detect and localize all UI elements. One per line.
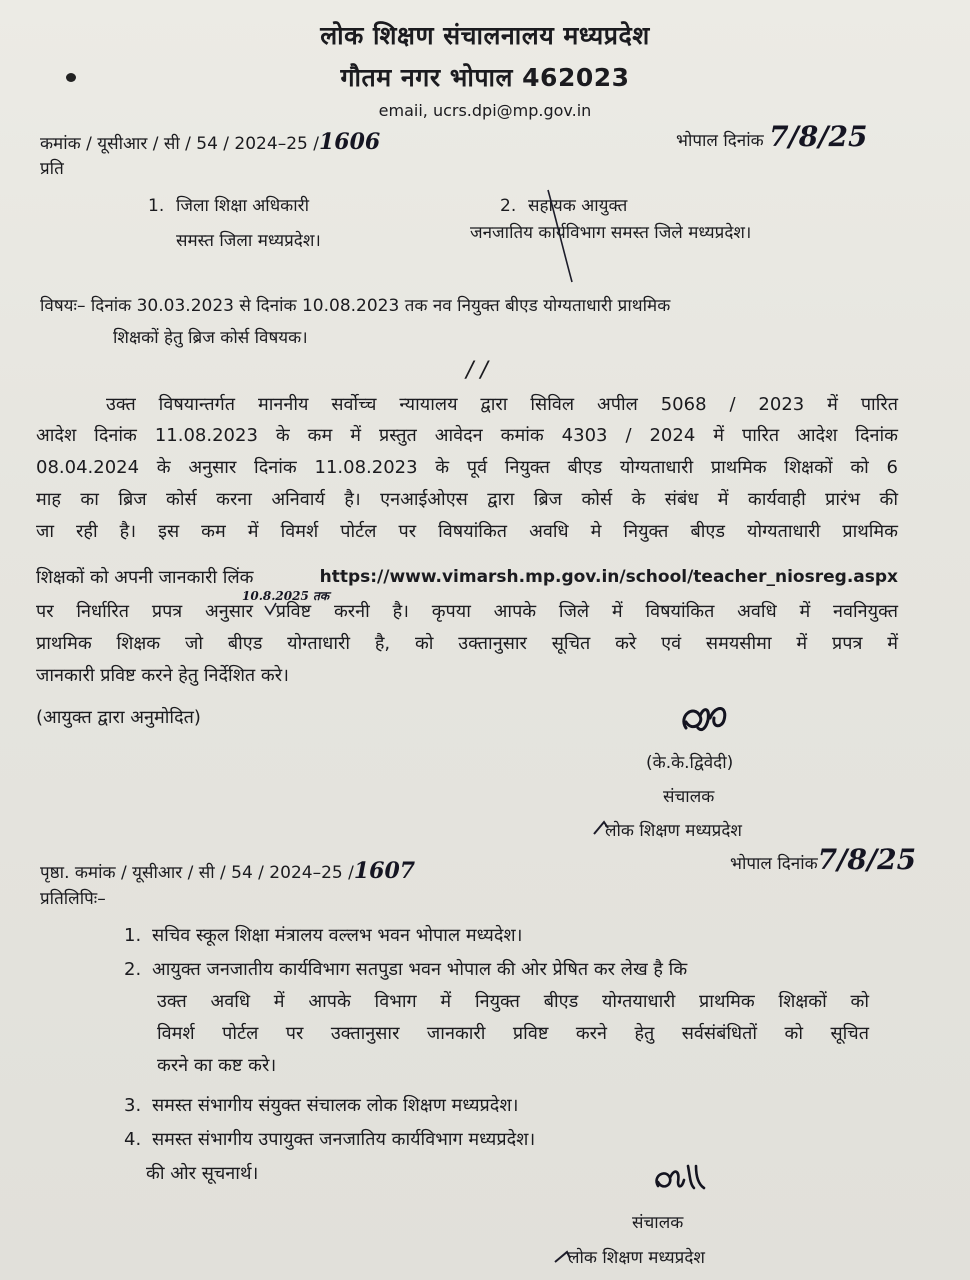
- cc-signatory-office: लोक शिक्षण मध्यप्रदेश: [568, 1248, 705, 1268]
- insert-note-handwritten: 10.8.2025 तक: [242, 589, 330, 603]
- date-handwritten: 7/8/25: [769, 120, 868, 153]
- signatory-office: लोक शिक्षण मध्यप्रदेश: [605, 821, 742, 841]
- endorsement-date-label: भोपाल दिनांक: [730, 854, 818, 874]
- cc-item-2: 2. आयुक्त जनजातीय कार्यविभाग सतपुडा भवन भोपाल की ओर प्रेषित कर लेख है कि: [124, 959, 688, 980]
- addressee-2: 2. सहायक आयुक्त: [500, 196, 628, 216]
- endorsement-number-text: पृष्ठा. कमांक / यूसीआर / सी / 54 / 2024–25 /: [40, 863, 354, 883]
- addressee-1: 1. जिला शिक्षा अधिकारी: [148, 196, 309, 216]
- subject-line-2: शिक्षकों हेतु ब्रिज कोर्स विषयक।: [113, 328, 308, 348]
- cc-item-2-line-3: विमर्श पोर्टल पर उक्तानुसार जानकारी प्रविष्ट करने हेतु सर्वसंबंधितों को सूचित: [157, 1023, 869, 1044]
- subject-text: दिनांक 30.03.2023 से दिनांक 10.08.2023 तक नव नियुक्त बीएड योग्यताधारी प्राथमिक: [90, 296, 671, 316]
- addressee-2-line2: जनजातिय कार्यविभाग समस्त जिले मध्यप्रदेश।: [470, 223, 752, 243]
- cc-item-1: 1. सचिव स्कूल शिक्षा मंत्रालय वल्लभ भवन भोपाल मध्यदेश।: [124, 925, 523, 946]
- link-prefix: शिक्षकों को अपनी जानकारी लिंक: [36, 567, 254, 588]
- endorsement-date: [730, 843, 916, 876]
- endorsement-date-handwritten: 7/8/25: [817, 843, 917, 876]
- cc-signatory-title: संचालक: [632, 1213, 684, 1233]
- endorsement-reference-number: [40, 858, 415, 884]
- body-line-9: जानकारी प्रविष्ट करने हेतु निर्देशित करे।: [36, 665, 289, 686]
- body-line-2: आदेश दिनांक 11.08.2023 के कम में प्रस्तुत आवेदन कमांक 4303 / 2024 में पारित आदेश दिनांक: [36, 425, 898, 446]
- separator: / /: [466, 358, 488, 383]
- approval-note: (आयुक्त द्वारा अनुमोदित): [36, 707, 201, 728]
- cc-item-4: 4. समस्त संभागीय उपायुक्त जनजातिय कार्यविभाग मध्यप्रदेश।: [124, 1129, 536, 1150]
- body-line-7: पर निर्धारित प्रपत्र अनुसार प्रविष्ट करनी है। कृपया आपके जिले में विषयांकित अवधि में नवनियुक्त: [36, 601, 898, 622]
- endorsement-number-handwritten: 1607: [353, 858, 416, 884]
- date-label: भोपाल दिनांक: [676, 131, 764, 151]
- portal-link[interactable]: https://www.vimarsh.mp.gov.in/school/teacher_niosreg.aspx: [319, 567, 898, 587]
- office-email: emaii, ucrs.dpi@mp.gov.in: [378, 101, 592, 120]
- reference-number-text: कमांक / यूसीआर / सी / 54 / 2024–25 /: [40, 134, 319, 154]
- body-line-6: [36, 562, 898, 594]
- signatory-name: (के.के.द्विवेदी): [646, 753, 734, 773]
- body-line-4: माह का ब्रिज कोर्स करना अनिवार्य है। एनआईओएस द्वारा ब्रिज कोर्स के संबंध में कार्यवाही प्रारंभ की: [36, 489, 898, 510]
- signatory-title: संचालक: [663, 787, 715, 807]
- reference-number-handwritten: 1606: [318, 129, 381, 155]
- office-address: गौतम नगर भोपाल 462023: [340, 63, 630, 92]
- cc-item-2-line-4: करने का कष्ट करे।: [157, 1055, 277, 1076]
- body-line-3: 08.04.2024 के अनुसार दिनांक 11.08.2023 के पूर्व नियुक्त बीएड योग्यताधारी प्राथमिक शिक्षकों को 6: [36, 457, 898, 478]
- addressee-1-line2: समस्त जिला मध्यप्रदेश।: [176, 231, 321, 251]
- subject-line-1: [40, 293, 670, 316]
- office-name: लोक शिक्षण संचालनालय मध्यप्रदेश: [320, 21, 650, 50]
- cc-footer: की ओर सूचनार्थ।: [146, 1163, 259, 1184]
- prati-label: प्रति: [40, 159, 64, 179]
- signature-1: [676, 698, 746, 748]
- body-line-8: प्राथमिक शिक्षक जो बीएड योग्ताधारी है, को उक्तानुसार सूचित करे एवं समयसीमा में प्रपत्र में: [36, 633, 898, 654]
- copy-to-label: प्रतिलिपिः–: [40, 889, 106, 909]
- subject-label: विषयः–: [40, 296, 86, 316]
- cc-item-3: 3. समस्त संभागीय संयुक्त संचालक लोक शिक्षण मध्यप्रदेश।: [124, 1095, 519, 1116]
- signature-2: [652, 1162, 712, 1202]
- cc-item-2-line-2: उक्त अवधि में आपके विभाग में नियुक्त बीएड योग्तयाधारी प्राथमिक शिक्षकों को: [157, 991, 869, 1012]
- body-line-1: उक्त विषयान्तर्गत माननीय सर्वोच्च न्यायालय द्वारा सिविल अपील 5068 / 2023 में पारित: [106, 394, 898, 415]
- body-line-5: जा रही है। इस कम में विमर्श पोर्टल पर विषयांकित अवधि मे नियुक्त बीएड योग्यताधारी प्राथमिक: [36, 521, 898, 542]
